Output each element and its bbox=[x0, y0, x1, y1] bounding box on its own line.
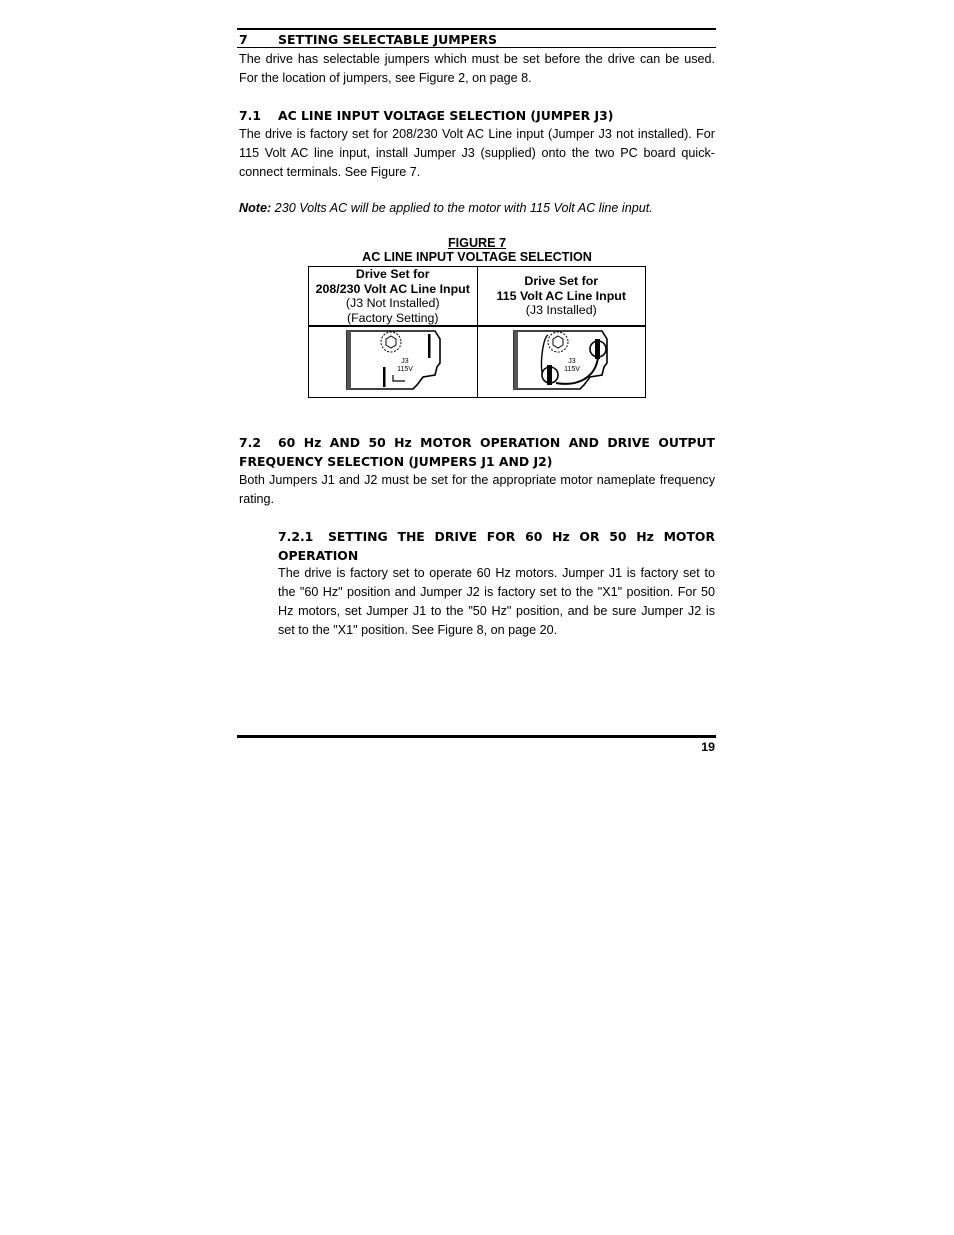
board-installed-diagram bbox=[478, 327, 646, 393]
right-header-line1: Drive Set for bbox=[524, 274, 599, 289]
section-7-2-heading bbox=[239, 433, 715, 471]
quick-connect-terminal bbox=[547, 365, 552, 385]
section-7-number: 7 bbox=[239, 32, 248, 47]
figure-7-table bbox=[308, 266, 646, 398]
voltage-label: 115V bbox=[397, 366, 413, 373]
left-column-header bbox=[309, 267, 478, 327]
section-7-1-title: AC LINE INPUT VOLTAGE SELECTION (JUMPER J3) bbox=[278, 108, 614, 123]
left-header-line1: Drive Set for bbox=[355, 267, 430, 281]
footer-rule bbox=[237, 735, 716, 738]
section-7-2-paragraph: Both Jumpers J1 and J2 must be set for the appropriate motor nameplate frequency rating. bbox=[239, 473, 715, 506]
jumper-label: J3 bbox=[401, 358, 409, 365]
quick-connect-terminal bbox=[428, 334, 431, 358]
section-7-2-1-title: SETTING THE DRIVE FOR 60 Hz OR 50 Hz MOTOR OPERATION bbox=[278, 529, 715, 563]
left-board-illustration-cell bbox=[309, 326, 478, 397]
section-7-title: SETTING SELECTABLE JUMPERS bbox=[278, 32, 498, 47]
section-7-1-paragraph: The drive is factory set for 208/230 Volt AC Line input (Jumper J3 not installed). For 115 Volt AC line input, install Jumper J3 (supplied) onto the two PC board quick-connect terminals. See Figure 7. bbox=[239, 127, 715, 179]
section-7-paragraph: The drive has selectable jumpers which must be set before the drive can be used. For the location of jumpers, see Figure 2, on page 8. bbox=[239, 52, 715, 85]
figure-7-label: FIGURE 7 bbox=[447, 236, 507, 250]
right-header-line3: (J3 Installed) bbox=[525, 303, 597, 318]
page-number: 19 bbox=[701, 740, 715, 754]
board-edge bbox=[514, 331, 518, 389]
section-7-1-heading bbox=[239, 106, 715, 125]
left-header-line2: 208/230 Volt AC Line Input bbox=[315, 281, 470, 296]
right-header-line2: 115 Volt AC Line Input bbox=[496, 288, 626, 303]
section-7-2-1-number: 7.2.1 bbox=[278, 529, 314, 544]
figure-7-title: AC LINE INPUT VOLTAGE SELECTION bbox=[362, 250, 592, 264]
section-7-2-1-paragraph: The drive is factory set to operate 60 Hz motors. Jumper J1 is factory set to the "60 Hz" position and Jumper J2 is factory set to the "X1" position. For 50 Hz motors, set Jumper J1 to the "50 Hz" position, and be sure Jumper J2 is set to the "X1" position. See Figure 8, on page 20. bbox=[278, 566, 715, 637]
board-edge bbox=[347, 331, 351, 389]
voltage-label: 115V bbox=[563, 366, 580, 373]
quick-connect-terminal bbox=[595, 339, 600, 359]
left-header-line4: (Factory Setting) bbox=[346, 310, 439, 325]
right-board-illustration-cell bbox=[477, 326, 646, 397]
top-rule bbox=[237, 28, 716, 30]
note bbox=[239, 201, 715, 215]
note-text: 230 Volts AC will be applied to the motor with 115 Volt AC line input. bbox=[271, 201, 653, 215]
board-not-installed-diagram bbox=[309, 327, 477, 393]
section-7-1-number: 7.1 bbox=[239, 108, 261, 123]
jumper-label: J3 bbox=[567, 358, 576, 365]
section-7-2-number: 7.2 bbox=[239, 435, 261, 450]
note-label: Note: bbox=[239, 201, 272, 215]
section-7-heading bbox=[239, 32, 715, 47]
right-column-header bbox=[477, 267, 646, 327]
section-7-2-1-heading bbox=[278, 527, 715, 565]
quick-connect-terminal bbox=[383, 367, 386, 387]
left-header-line3: (J3 Not Installed) bbox=[345, 296, 440, 310]
heading-rule bbox=[237, 47, 716, 48]
section-7-2-title: 60 Hz AND 50 Hz MOTOR OPERATION AND DRIVE OUTPUT FREQUENCY SELECTION (JUMPERS J1 AND J2) bbox=[239, 435, 715, 469]
